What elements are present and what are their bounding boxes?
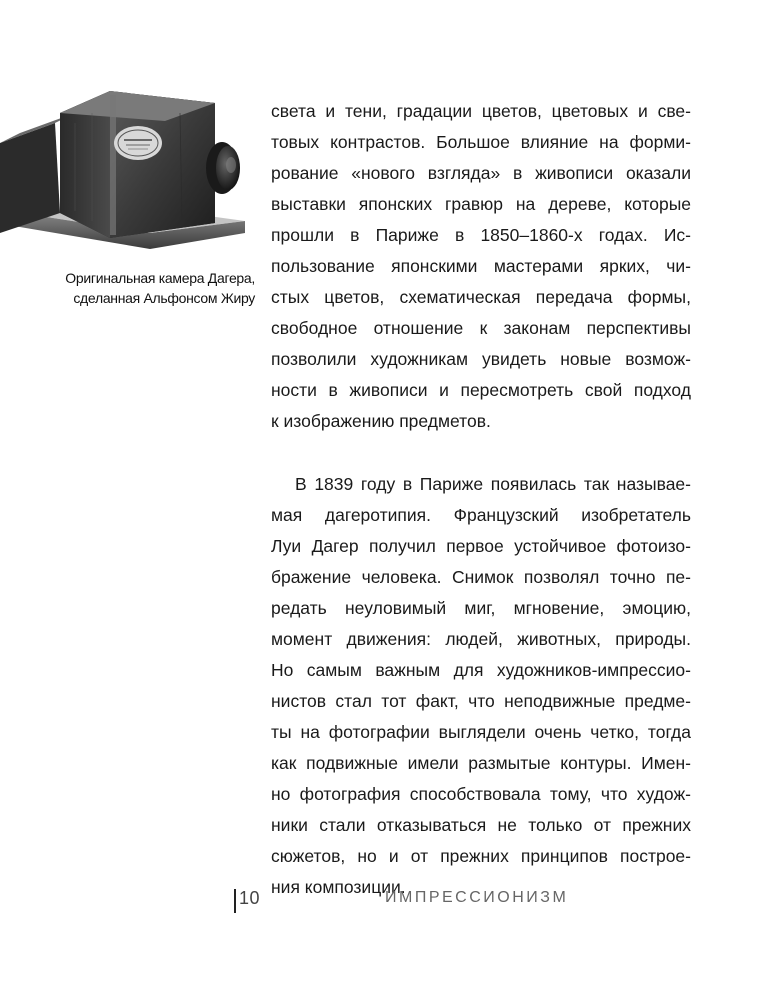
paragraph-1 (271, 96, 691, 437)
text-line: но фотография способствовала тому, что худож- (271, 784, 691, 804)
text-line: выставки японских гравюр на дереве, которые (271, 194, 691, 214)
text-line: рование «нового взгляда» в живописи оказали (271, 163, 691, 183)
folio-divider (234, 889, 236, 913)
caption-line: сделанная Альфонсом Жиру (73, 290, 255, 306)
text-line: свободное отношение к законам перспективы (271, 318, 691, 338)
text-line: редать неуловимый миг, мгновение, эмоцию, (271, 598, 691, 618)
text-line: к изображению предметов. (271, 411, 491, 431)
figure-caption (40, 268, 255, 308)
text-line: стых цветов, схематическая передача формы, (271, 287, 691, 307)
text-line: ты на фотографии выглядели очень четко, тогда (271, 722, 691, 742)
caption-line: Оригинальная камера Дагера, (65, 270, 255, 286)
text-line: ния композиции. (271, 877, 406, 897)
daguerre-camera-photo (0, 83, 250, 258)
text-line: света и тени, градации цветов, цветовых и све- (271, 101, 691, 121)
maker-plaque (114, 126, 162, 160)
paragraph-2 (271, 469, 691, 903)
text-line: В 1839 году в Париже появилась так называе- (295, 474, 691, 494)
text-line: мая дагеротипия. Французский изобретатель (271, 505, 691, 525)
text-line: как подвижные имели размытые контуры. Имен- (271, 753, 691, 773)
text-line: ности в живописи и пересмотреть свой подход (271, 380, 691, 400)
text-line: Но самым важным для художников-импрессио- (271, 660, 691, 680)
text-line: пользование японскими мастерами ярких, чи- (271, 256, 691, 276)
text-line: ники стали отказываться не только от прежних (271, 815, 691, 835)
text-line: Луи Дагер получил первое устойчивое фотоизо- (271, 536, 691, 556)
text-line: позволили художникам увидеть новые возмож- (271, 349, 691, 369)
text-line: сюжетов, но и от прежних принципов построе- (271, 846, 691, 866)
text-line: бражение человека. Снимок позволял точно пе- (271, 567, 691, 587)
page-number: 10 (239, 888, 261, 908)
running-title: ИМПРЕССИОНИЗМ (385, 889, 569, 906)
text-line: момент движения: людей, животных, природы. (271, 629, 691, 649)
body-text (271, 96, 691, 903)
text-line: товых контрастов. Большое влияние на форми- (271, 132, 691, 152)
page-footer (0, 886, 759, 916)
text-line: нистов стал тот факт, что неподвижные предме- (271, 691, 691, 711)
text-line: прошли в Париже в 1850–1860-х годах. Ис- (271, 225, 691, 245)
